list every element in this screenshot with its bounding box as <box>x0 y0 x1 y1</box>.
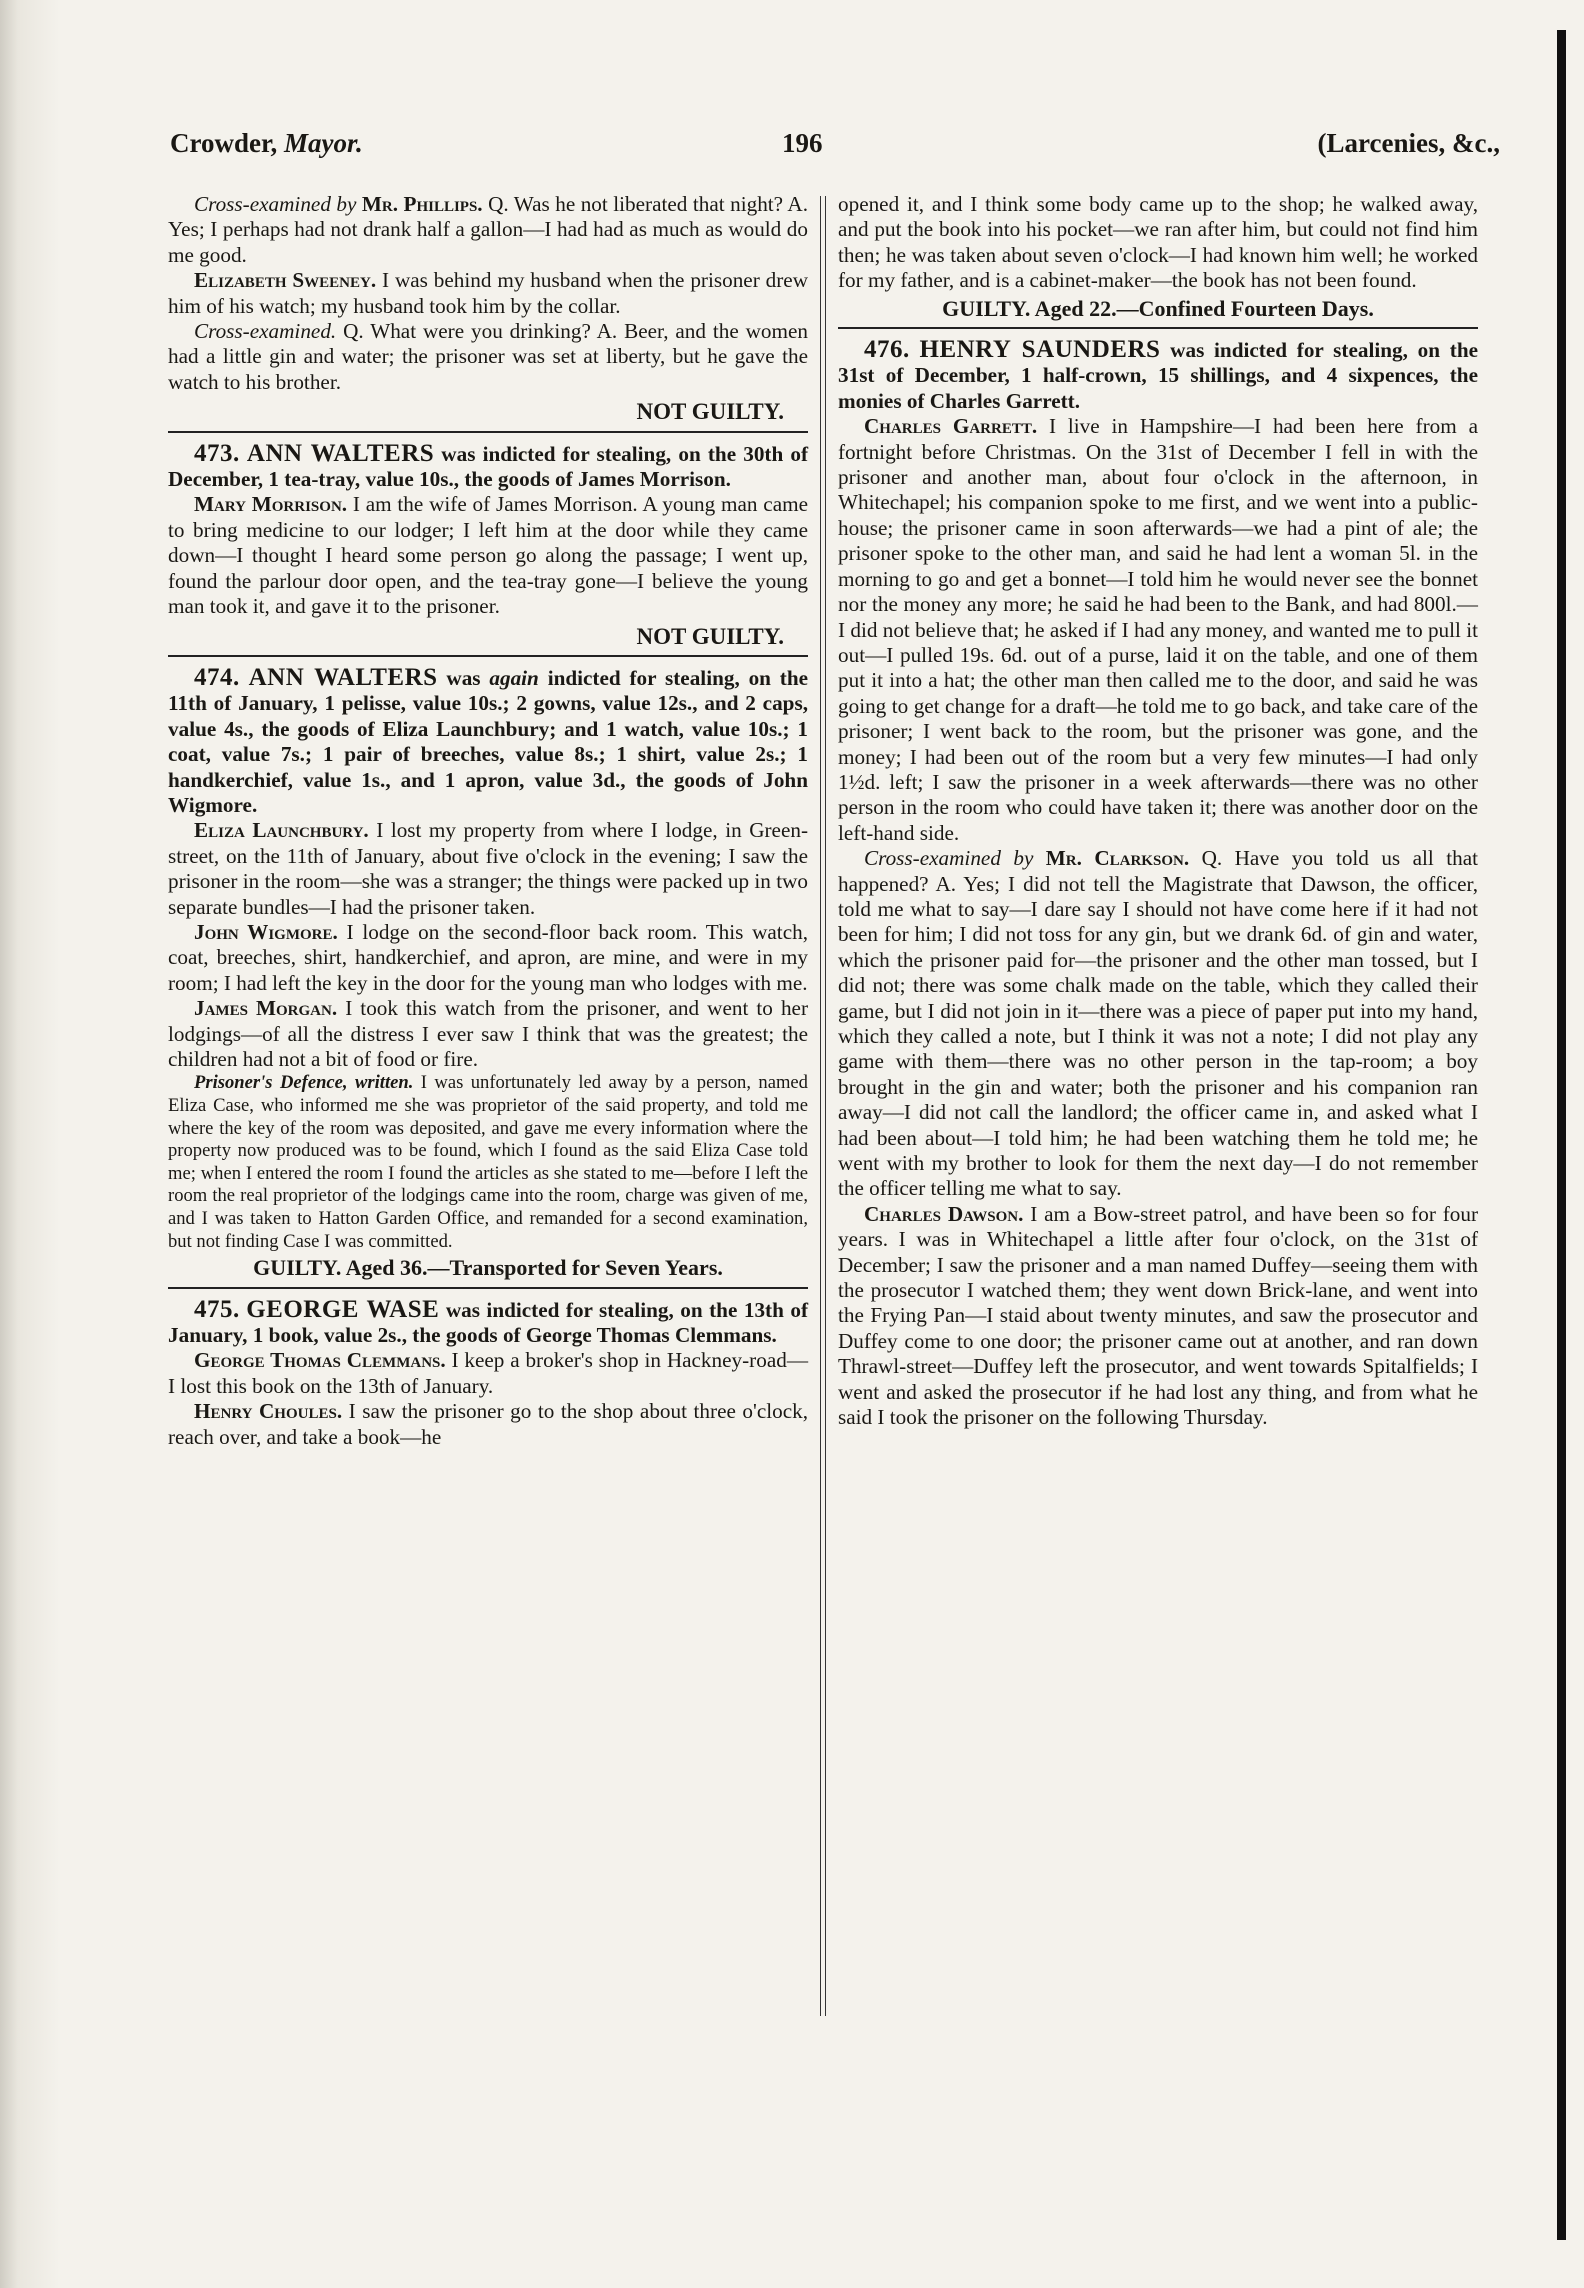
paragraph-text: I was behind my husband when the prisoner drew him of his watch; my husband took him by the collar. <box>168 268 808 318</box>
indictment-text: was indicted for stealing, on the 31st of December, 1 half-crown, 15 shillings, and 4 sixpences, the monies of Charles Garrett. <box>838 338 1479 413</box>
paragraph-text: Q. Was he not liberated that night? A. Yes; I perhaps had not drank half a gallon—I had had as much as would do me good. <box>168 192 808 267</box>
paragraph-text: I am a Bow-street patrol, and have been so for four years. I was in Whitechapel a little after four o'clock, on the 31st of December; I saw the prisoner and a man named Duffey—seeing them with the prosecutor I watched them; they went down Brick-lane, and went into the Frying Pan—I staid about twenty minutes, and saw the prosecutor and Duffey come to one door; the prisoner came out at another, and ran down Thrawl-street—Duffey left the prosecutor, and went towards Spitalfields; I went and asked the prosecutor if he had lost any thing, and from what he said I took the prisoner on the following Thursday. <box>838 1201 1478 1430</box>
witness-paragraph <box>838 1202 1478 1431</box>
witness-name: Henry Choules. <box>194 1399 343 1424</box>
paragraph-text: I am the wife of James Morrison. A young man came to bring medicine to our lodger; I left him at the door while they came down—I thought I heard some person go along the passage; I went up, found the parlour door open, and the tea-tray gone—I believe the young man took it, and gave it to the prisoner. <box>168 492 808 619</box>
paragraph-text: Q. What were you drinking? A. Beer, and the women had a little gin and water; the prisoner was set at liberty, but he gave the watch to his brother. <box>168 319 809 394</box>
case-divider <box>168 431 808 433</box>
witness-name: George Thomas Clemmans. <box>194 1348 446 1373</box>
witness-paragraph <box>168 1399 808 1450</box>
witness-paragraph <box>168 818 808 920</box>
again-word: again <box>489 665 539 690</box>
running-head-right: (Larcenies, &c., <box>1317 128 1500 158</box>
cross-examined-label: Cross-examined by <box>864 846 1034 871</box>
paragraph-text: I keep a broker's shop in Hackney-road—I lost this book on the 13th of January. <box>168 1348 809 1398</box>
sentence: GUILTY. Aged 36.—Transported for Seven Years. <box>253 1255 723 1281</box>
witness-paragraph <box>168 1348 808 1399</box>
running-head <box>170 128 1500 168</box>
case-divider <box>838 327 1478 329</box>
case-number: 473. <box>194 439 240 467</box>
verdict: NOT GUILTY. <box>636 399 784 425</box>
witness-name: John Wigmore. <box>194 919 338 944</box>
witness-name: Elizabeth Sweeney. <box>194 268 377 293</box>
column-divider <box>820 196 826 2016</box>
witness-name: James Morgan. <box>194 996 338 1021</box>
witness-name: Eliza Launchbury. <box>194 818 369 843</box>
witness-paragraph <box>168 996 808 1072</box>
defence-text: I was unfortunately led away by a person, named Eliza Case, who informed me she was proprietor of the said property, and told me where the key of the room was deposited, and gave me every information where the property now produced was to be found, which I found as the said Eliza Case told me; when I entered the room I found the articles as she stated to me—before I left the room the real proprietor of the lodgings came into the room, charge was given of me, and I was taken to Hatton Garden Office, and remanded for a second examination, but not finding Case I was committed. <box>168 1072 808 1252</box>
witness-paragraph <box>168 268 808 319</box>
paragraph-text: I lost my property from where I lodge, in Green-street, on the 11th of January, about five o'clock in the evening; I saw the prisoner in the room—she was a stranger; the things were packed up in two separate bundles—I had the prisoner taken. <box>168 818 809 919</box>
witness-paragraph <box>168 492 808 619</box>
paragraph-text: I took this watch from the prisoner, and went to her lodgings—of all the distress I ever saw I think that was the greatest; the children had not a bit of food or fire. <box>168 996 808 1071</box>
page-number: 196 <box>782 128 823 158</box>
case-heading-473 <box>168 441 808 493</box>
defence-label: Prisoner's Defence, written. <box>194 1072 414 1094</box>
case-heading-474 <box>168 665 808 818</box>
paragraph-text: I saw the prisoner go to the shop about three o'clock, reach over, and take a book—he <box>168 1399 809 1449</box>
case-divider <box>168 655 808 657</box>
running-head-title: Mayor. <box>284 128 363 158</box>
right-column <box>838 192 1478 1431</box>
witness-paragraph <box>838 414 1478 846</box>
witness-name: Charles Garrett. <box>864 414 1038 439</box>
running-head-name: Crowder, <box>170 128 278 158</box>
defendant-name: ANN WALTERS <box>246 439 435 467</box>
paragraph-text: Q. Have you told us all that happened? A. Yes; I did not tell the Magistrate that Dawson, the officer, told me what to say—I dare say I should not have come here if it had not been for him; I did not toss for any gin, but we drank 6d. of gin and water, which the prisoner paid for—the prisoner and the other man tossed, but I did not; there was some chalk made on the table, which they called their game, but I did not join in it—there was a piece of paper put into my hand, which they called a note, but I think it was not a note; I did not play any game with them—there was no other person in the tap-room; a boy brought in the gin and water; both the prisoner and his companion ran away—I did not call the landlord; the officer came in, and asked what I had been about—I told him; he had been watching them he told me; he went with my brother to look for them the next day—I do not remember the officer telling me what to say. <box>838 846 1478 1201</box>
case-number: 476. <box>864 336 910 364</box>
case-number: 474. <box>194 663 240 691</box>
left-column <box>168 192 808 1450</box>
running-head-left <box>170 128 363 159</box>
paragraph-text: I lodge on the second-floor back room. This watch, coat, breeches, shirt, handkerchief, and apron, are mine, and were in my room; I had left the key in the door for the young man who lodges with me. <box>168 919 808 995</box>
indictment-text: indicted for stealing, on the 11th of January, 1 pelisse, value 10s.; 2 gowns, value 12s., and 2 caps, value 4s., the goods of Eliza Launchbury; and 1 watch, value 10s.; 1 coat, value 7s.; 1 pair of breeches, value 8s.; 1 shirt, value 2s.; 1 handkerchief, value 1s., and 1 apron, value 3d., the goods of John Wigmore. <box>168 665 809 817</box>
indictment-text: was indicted for stealing, on the 30th of December, 1 tea-tray, value 10s., the goods of James Morrison. <box>168 441 809 492</box>
case-divider <box>168 1287 808 1289</box>
cross-examined-label: Cross-examined by <box>194 192 357 216</box>
case-heading-476 <box>838 337 1478 414</box>
case-heading-475 <box>168 1297 808 1349</box>
cross-examination-paragraph <box>168 192 808 268</box>
defendant-name: ANN WALTERS <box>248 663 438 691</box>
defendant-name: GEORGE WASE <box>246 1295 440 1323</box>
indictment-text: was indicted for stealing, on the 13th of January, 1 book, value 2s., the goods of George Thomas Clemmans. <box>168 1297 809 1347</box>
scan-left-margin-shadow <box>0 0 60 2288</box>
prisoner-defence <box>168 1072 808 1253</box>
witness-name: Mary Morrison. <box>194 492 348 517</box>
paragraph-text: I live in Hampshire—I had been here from a fortnight before Christmas. On the 31st of December I fell in with the prisoner and another man, about four o'clock in the afternoon, in Whitechapel; his companion spoke to me first, and we went into a public-house; the prisoner came in soon afterwards—we had a pint of ale; the prisoner spoke to the other man, and said he had lent a woman 5l. in the morning to go and get a bonnet—I told him he would never see the bonnet nor the money any more; he said he had been to the Bank, and had 800l.—I did not believe that; he asked if I had any money, and wanted me to pull it out—I pulled 19s. 6d. out of a purse, laid it on the table, and one of them put it into a hat; the other man then called me to the door, and said he was going to get change for a draft—he told me to go back, and take care of the prisoner; I went back to the room, but the prisoner was gone, and the money; I had been out of the room but a very few minutes—I had only 1½d. left; I saw the prisoner in a week afterwards—there was no other person in the room who could have taken it; there was another door on the left-hand side. <box>838 414 1478 845</box>
sentence: GUILTY. Aged 22.—Confined Fourteen Days. <box>942 295 1374 321</box>
cross-examined-label: Cross-examined. <box>194 319 337 344</box>
continued-paragraph: opened it, and I think some body came up to the shop; he walked away, and put the book into his pocket—we ran after him, but could not find him then; he was taken about seven o'clock—I had known him well; he worked for my father, and is a cabinet-maker—the book has not been found. <box>838 192 1478 293</box>
indictment-text: was <box>446 665 481 690</box>
witness-paragraph <box>168 920 808 996</box>
defendant-name: HENRY SAUNDERS <box>919 336 1161 364</box>
verdict: NOT GUILTY. <box>636 623 784 649</box>
witness-name: Charles Dawson. <box>864 1201 1024 1226</box>
counsel-name: Mr. Clarkson. <box>1045 846 1190 871</box>
cross-examination-paragraph <box>838 846 1478 1202</box>
case-number: 475. <box>194 1295 240 1323</box>
cross-examination-paragraph <box>168 319 808 395</box>
scan-binding-edge <box>1557 30 1566 2240</box>
counsel-name: Mr. Phillips. <box>361 192 483 216</box>
